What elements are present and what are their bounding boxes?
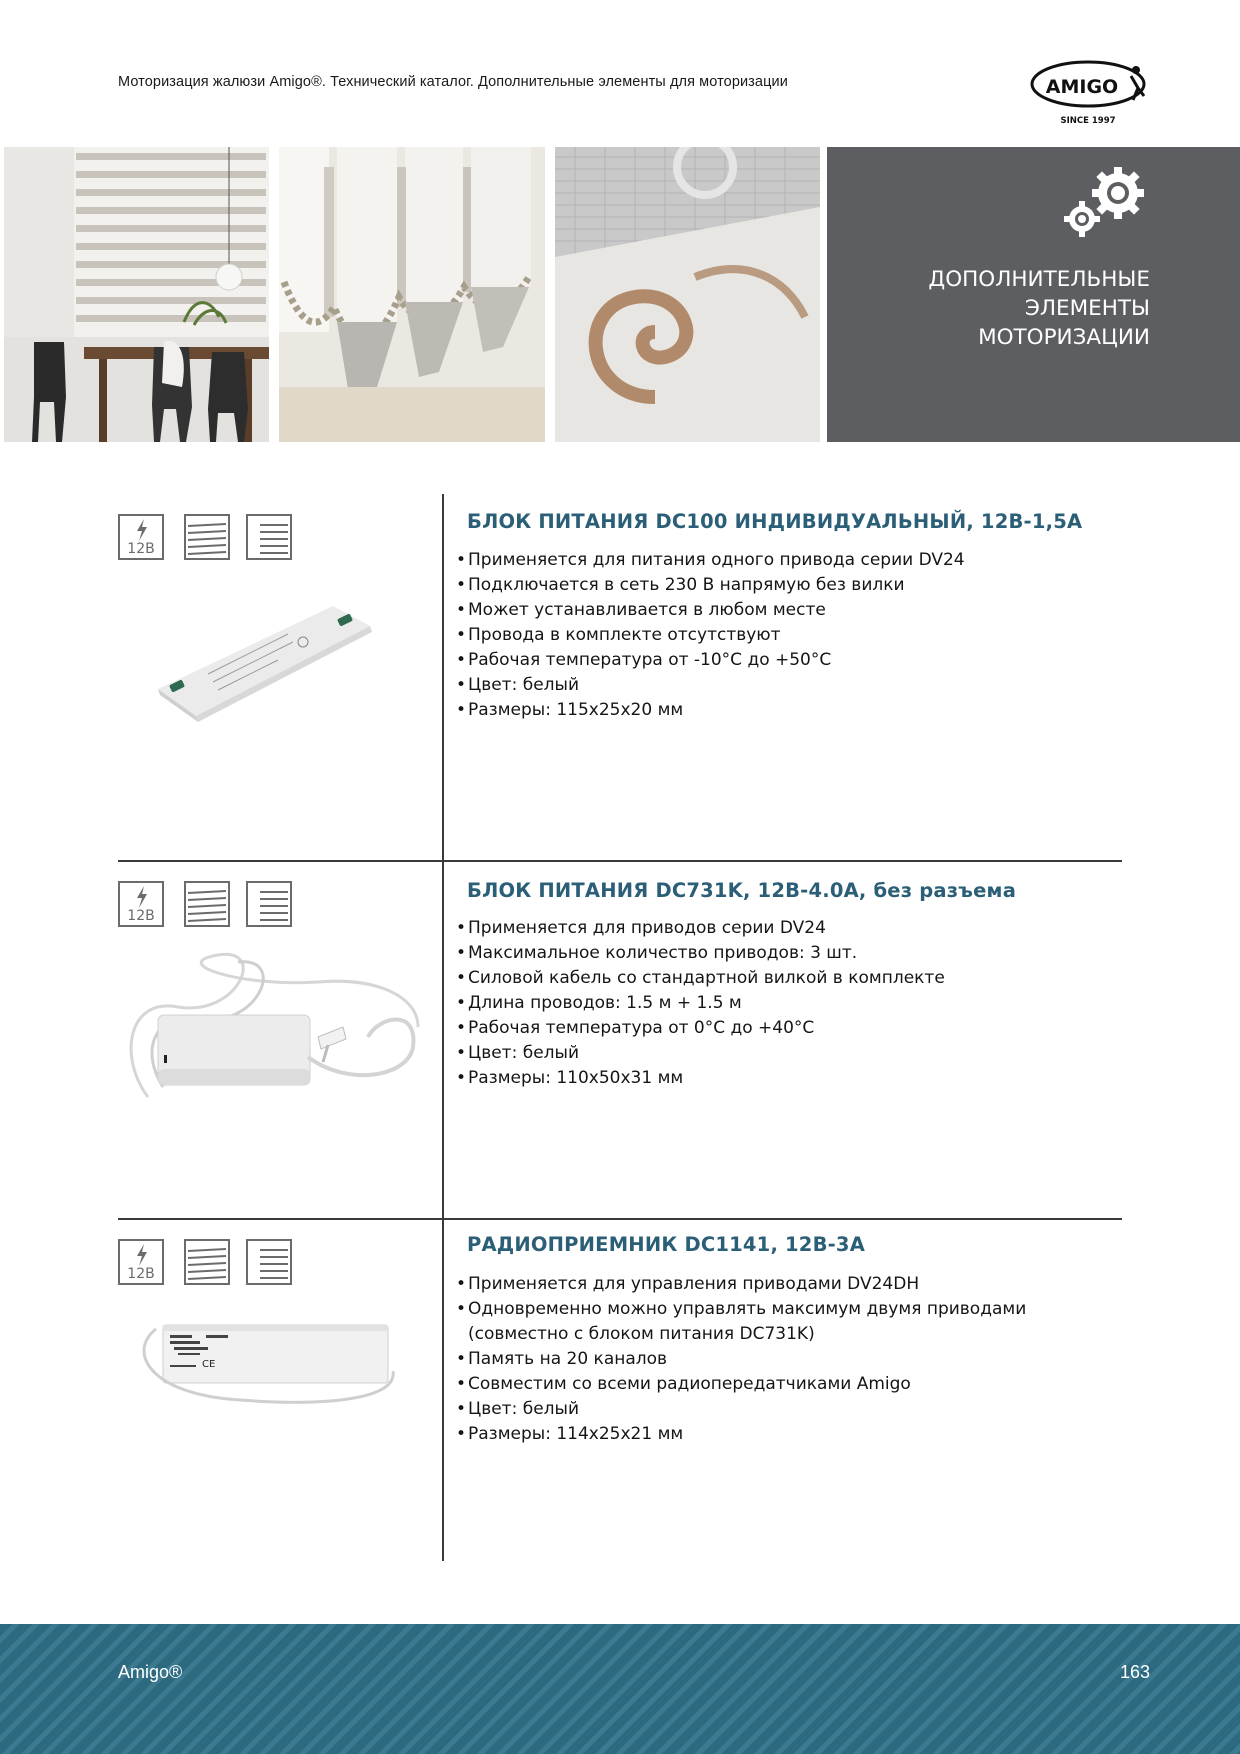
- roller-blind-icon: [184, 1239, 230, 1285]
- feature-item: • Цвет: белый: [454, 1041, 945, 1066]
- product-image-dc100: [118, 574, 430, 744]
- gears-icon: [1062, 167, 1148, 243]
- feature-list: [454, 1272, 1026, 1447]
- feature-item: • Длина проводов: 1.5 м + 1.5 м: [454, 991, 945, 1016]
- roller-blind-icon: [184, 514, 230, 560]
- voltage-label: 12В: [127, 908, 155, 924]
- roller-blind-icon: [246, 514, 292, 560]
- feature-item: • Одновременно можно управлять максимум двумя приводами (совместно с блоком питания DC731K): [454, 1297, 1026, 1347]
- page-footer: [0, 1624, 1240, 1754]
- feature-item: • Совместим со всеми радиопередатчиками Amigo: [454, 1372, 1026, 1397]
- bolt-icon: [118, 881, 164, 927]
- voltage-label: 12В: [127, 541, 155, 557]
- logo-wordmark: AMIGO: [1045, 76, 1119, 98]
- feature-item: • Применяется для управления приводами DV24DH: [454, 1272, 1026, 1297]
- feature-item: • Подключается в сеть 230 В напрямую без вилки: [454, 573, 965, 598]
- feature-item: • Провода в комплекте отсутствуют: [454, 623, 965, 648]
- feature-item: • Может устанавливается в любом месте: [454, 598, 965, 623]
- banner-photo-vertical-blinds: [279, 147, 545, 442]
- feature-item: • Силовой кабель со стандартной вилкой в комплекте: [454, 966, 945, 991]
- roller-blind-icon: [184, 881, 230, 927]
- feature-item: • Рабочая температура от 0°C до +40°C: [454, 1016, 945, 1041]
- feature-item: • Цвет: белый: [454, 1397, 1026, 1422]
- amigo-logo: [1030, 58, 1154, 128]
- bolt-icon: [118, 1239, 164, 1285]
- feature-item: • Максимальное количество приводов: 3 шт.: [454, 941, 945, 966]
- feature-item: • Цвет: белый: [454, 673, 965, 698]
- banner: [0, 147, 1240, 442]
- row-divider: [118, 860, 1122, 862]
- product-title: РАДИОПРИЕМНИК DC1141, 12В-3А: [467, 1233, 865, 1256]
- feature-item: • Размеры: 115x25x20 мм: [454, 698, 965, 723]
- roller-blind-icon: [246, 1239, 292, 1285]
- row-divider: [118, 1218, 1122, 1220]
- banner-panel: [827, 147, 1240, 442]
- product-title: БЛОК ПИТАНИЯ DC731K, 12В-4.0А, без разъема: [467, 879, 1017, 902]
- feature-item: • Размеры: 110x50x31 мм: [454, 1066, 945, 1091]
- feature-list: [454, 916, 945, 1091]
- column-divider: [442, 494, 444, 1561]
- product-image-dc731k: [118, 937, 430, 1107]
- banner-heading: ДОПОЛНИТЕЛЬНЫЕ ЭЛЕМЕНТЫ МОТОРИЗАЦИИ: [928, 267, 1150, 350]
- logo-tagline: SINCE 1997: [1060, 116, 1116, 126]
- product-image-dc1141: [118, 1311, 430, 1481]
- feature-list: [454, 548, 965, 723]
- banner-photo-dining-room: [4, 147, 269, 442]
- roller-blind-icon: [246, 881, 292, 927]
- header-title: Моторизация жалюзи Amigo®. Технический каталог. Дополнительные элементы для моторизации: [118, 74, 788, 90]
- feature-item: • Память на 20 каналов: [454, 1347, 1026, 1372]
- footer-brand: Amigo®: [118, 1662, 183, 1682]
- feature-item: • Рабочая температура от -10°C до +50°C: [454, 648, 965, 673]
- svg-text:CE: CE: [202, 1359, 216, 1370]
- banner-photo-fabric-swirl: [555, 147, 820, 442]
- voltage-label: 12В: [127, 1266, 155, 1282]
- feature-item: • Применяется для приводов серии DV24: [454, 916, 945, 941]
- feature-item: • Размеры: 114x25x21 мм: [454, 1422, 1026, 1447]
- bolt-icon: [118, 514, 164, 560]
- product-title: БЛОК ПИТАНИЯ DC100 ИНДИВИДУАЛЬНЫЙ, 12В-1,5А: [467, 510, 1083, 533]
- page-number: 163: [1119, 1662, 1150, 1682]
- feature-item: • Применяется для питания одного привода серии DV24: [454, 548, 965, 573]
